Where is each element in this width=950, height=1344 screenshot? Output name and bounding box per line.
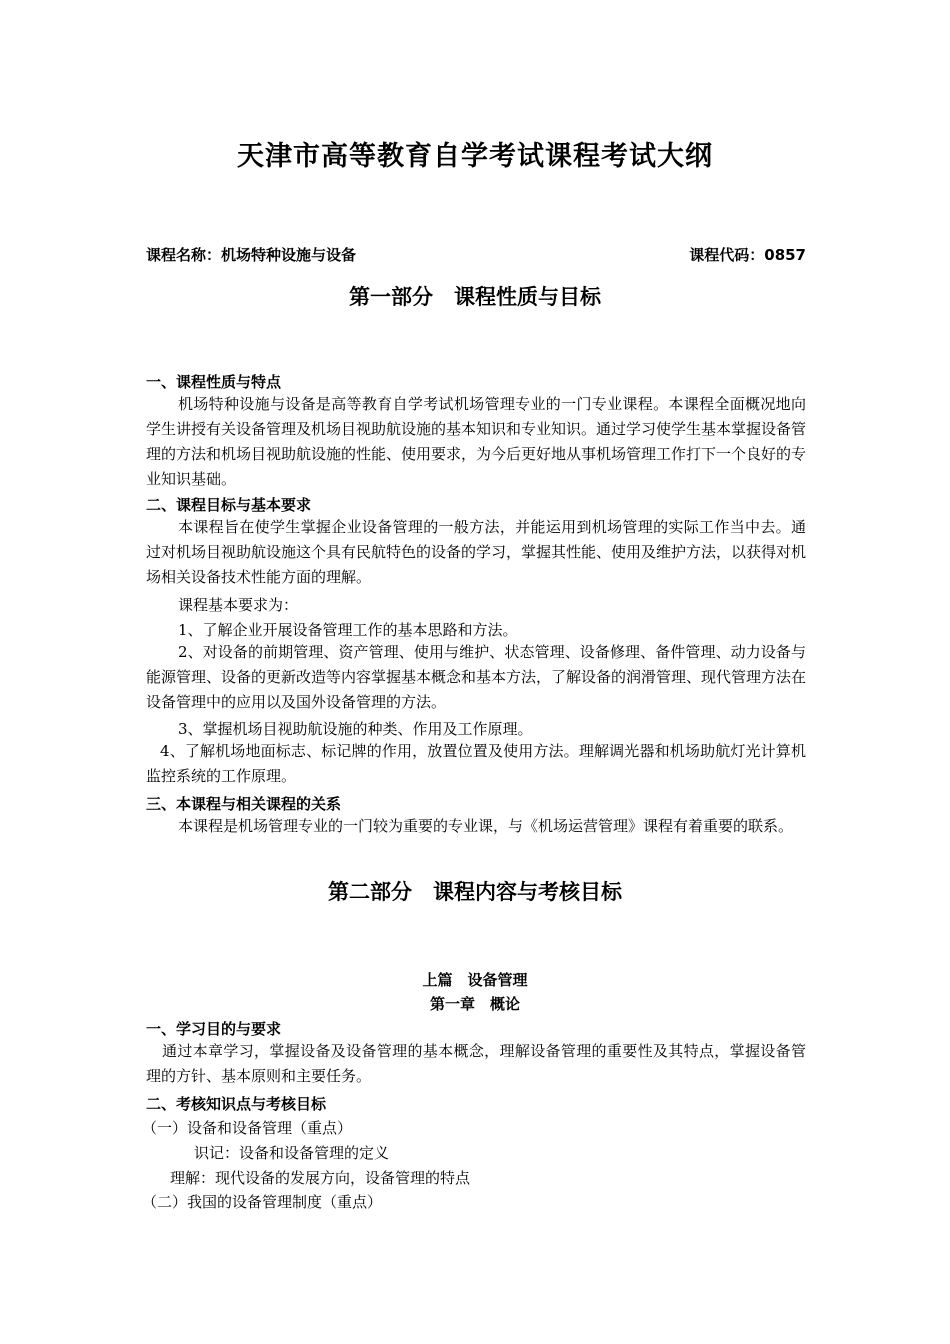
requirement-item: 1、了解企业开展设备管理工作的基本思路和方法。 xyxy=(178,621,518,639)
requirement-item: 2、对设备的前期管理、资产管理、使用与维护、状态管理、设备修理、备件管理、动力设备与能源管理、设备的更新改造等内容掌握基本概念和基本方法，了解设备的润滑管理、现代管理方法在设备管理中的应用以及国外设备管理的方法。 xyxy=(146,643,807,711)
section-heading: 三、本课程与相关课程的关系 xyxy=(146,795,342,813)
section-heading: 一、课程性质与特点 xyxy=(146,373,282,391)
book-heading: 上篇 设备管理 xyxy=(422,971,528,989)
knowledge-item: 理解：现代设备的发展方向，设备管理的特点 xyxy=(170,1169,471,1187)
part1-heading: 第一部分 课程性质与目标 xyxy=(349,285,601,309)
part2-heading: 第二部分 课程内容与考核目标 xyxy=(328,880,622,904)
knowledge-point: （二）我国的设备管理制度（重点） xyxy=(142,1193,383,1211)
knowledge-point: （一）设备和设备管理（重点） xyxy=(142,1119,353,1137)
course-name: 课程名称：机场特种设施与设备 xyxy=(146,246,357,264)
knowledge-item: 识记：设备和设备管理的定义 xyxy=(194,1144,390,1162)
requirements-intro: 课程基本要求为： xyxy=(178,596,299,614)
section-heading: 二、课程目标与基本要求 xyxy=(146,496,312,514)
requirement-item: 4、了解机场地面标志、标记牌的作用，放置位置及使用方法。理解调光器和机场助航灯光计算机监控系统的工作原理。 xyxy=(146,742,806,785)
paragraph: 本课程是机场管理专业的一门较为重要的专业课，与《机场运营管理》课程有着重要的联系。 xyxy=(178,817,794,835)
chapter-heading: 第一章 概论 xyxy=(429,995,520,1013)
requirement-item: 3、掌握机场目视助航设施的种类、作用及工作原理。 xyxy=(178,720,533,738)
paragraph: 通过本章学习，掌握设备及设备管理的基本概念，理解设备管理的重要性及其特点，掌握设备管理的方针、基本原则和主要任务。 xyxy=(146,1042,806,1085)
paragraph: 本课程旨在使学生掌握企业设备管理的一般方法，并能运用到机场管理的实际工作当中去。通过对机场目视助航设施这个具有民航特色的设备的学习，掌握其性能、使用及维护方法，以获得对机场相关设备技术性能方面的理解。 xyxy=(146,518,807,586)
paragraph: 机场特种设施与设备是高等教育自学考试机场管理专业的一门专业课程。本课程全面概况地向学生讲授有关设备管理及机场目视助航设施的基本知识和专业知识。通过学习使学生基本掌握设备管理的方法和机场目视助航设施的性能、使用要求，为今后更好地从事机场管理工作打下一个良好的专业知识基础。 xyxy=(146,395,807,488)
document-title: 天津市高等教育自学考试课程考试大纲 xyxy=(237,141,713,172)
section-heading: 二、考核知识点与考核目标 xyxy=(146,1095,327,1113)
section-heading: 一、学习目的与要求 xyxy=(146,1020,282,1038)
course-code: 课程代码：0857 xyxy=(689,246,806,264)
